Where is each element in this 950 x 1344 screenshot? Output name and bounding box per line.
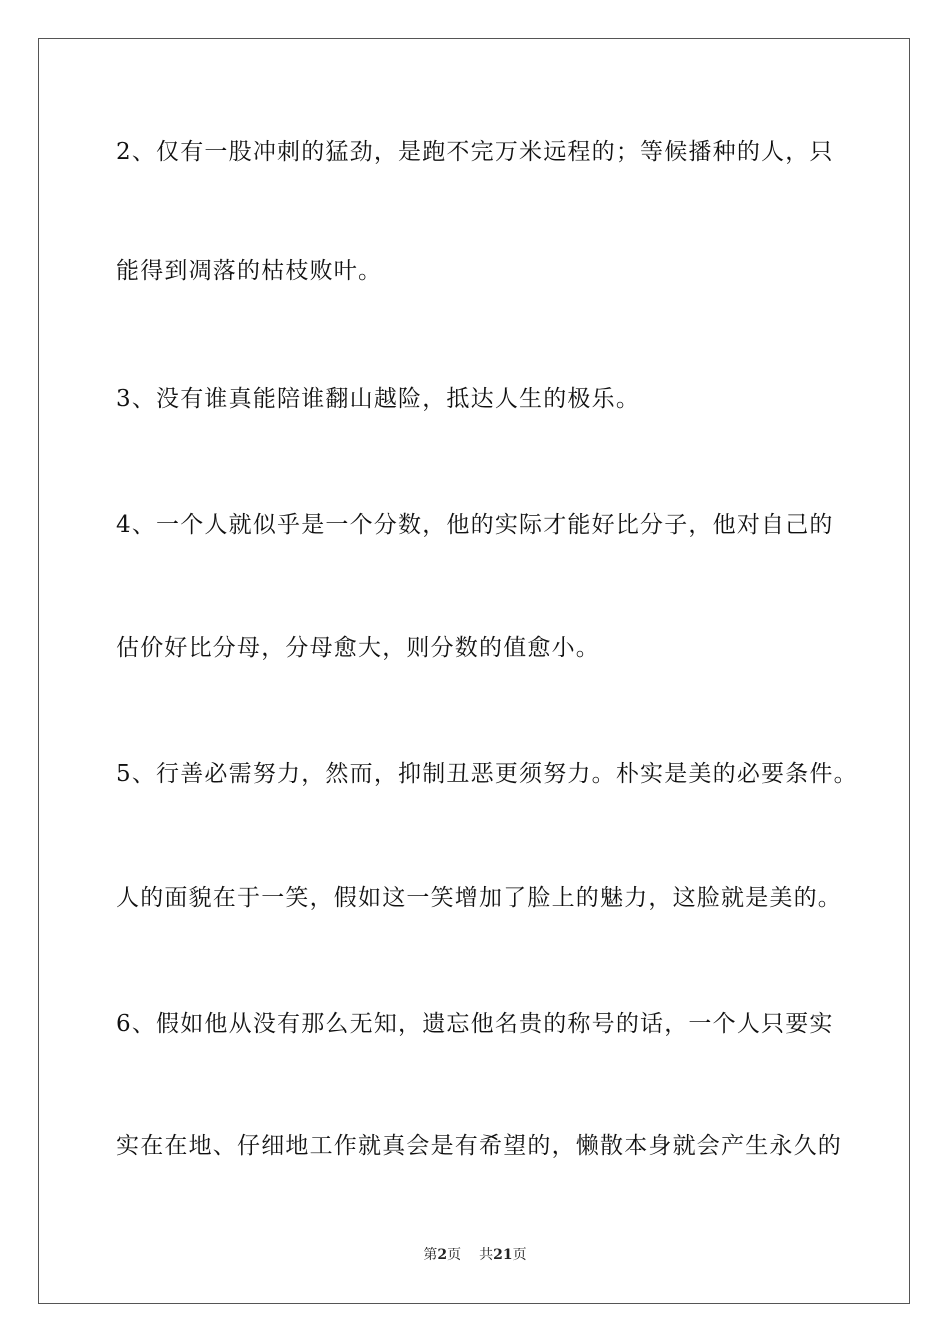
text-line: 4、一个人就似乎是一个分数，他的实际才能好比分子，他对自己的 <box>116 512 834 538</box>
total-pages: 21 <box>493 1247 513 1263</box>
page-number: 2 <box>437 1247 448 1263</box>
page-footer <box>0 1244 950 1264</box>
total-suffix: 页 <box>512 1247 527 1263</box>
text-line: 估价好比分母，分母愈大，则分数的值愈小。 <box>116 635 600 661</box>
total-prefix: 共 <box>479 1247 494 1263</box>
page-prefix: 第 <box>423 1247 438 1263</box>
text-line: 人的面貌在于一笑，假如这一笑增加了脸上的魅力，这脸就是美的。 <box>116 885 842 911</box>
text-line: 6、假如他从没有那么无知，遗忘他名贵的称号的话，一个人只要实 <box>116 1011 834 1037</box>
page-suffix: 页 <box>447 1247 462 1263</box>
text-line: 3、没有谁真能陪谁翻山越险，抵达人生的极乐。 <box>116 386 641 412</box>
text-line: 2、仅有一股冲刺的猛劲，是跑不完万米远程的；等候播种的人，只 <box>116 139 834 165</box>
text-line: 实在在地、仔细地工作就真会是有希望的，懒散本身就会产生永久的 <box>116 1133 842 1159</box>
text-line: 能得到凋落的枯枝败叶。 <box>116 258 383 284</box>
page-border <box>38 38 910 1304</box>
text-line: 5、行善必需努力，然而，抑制丑恶更须努力。朴实是美的必要条件。 <box>116 761 858 787</box>
